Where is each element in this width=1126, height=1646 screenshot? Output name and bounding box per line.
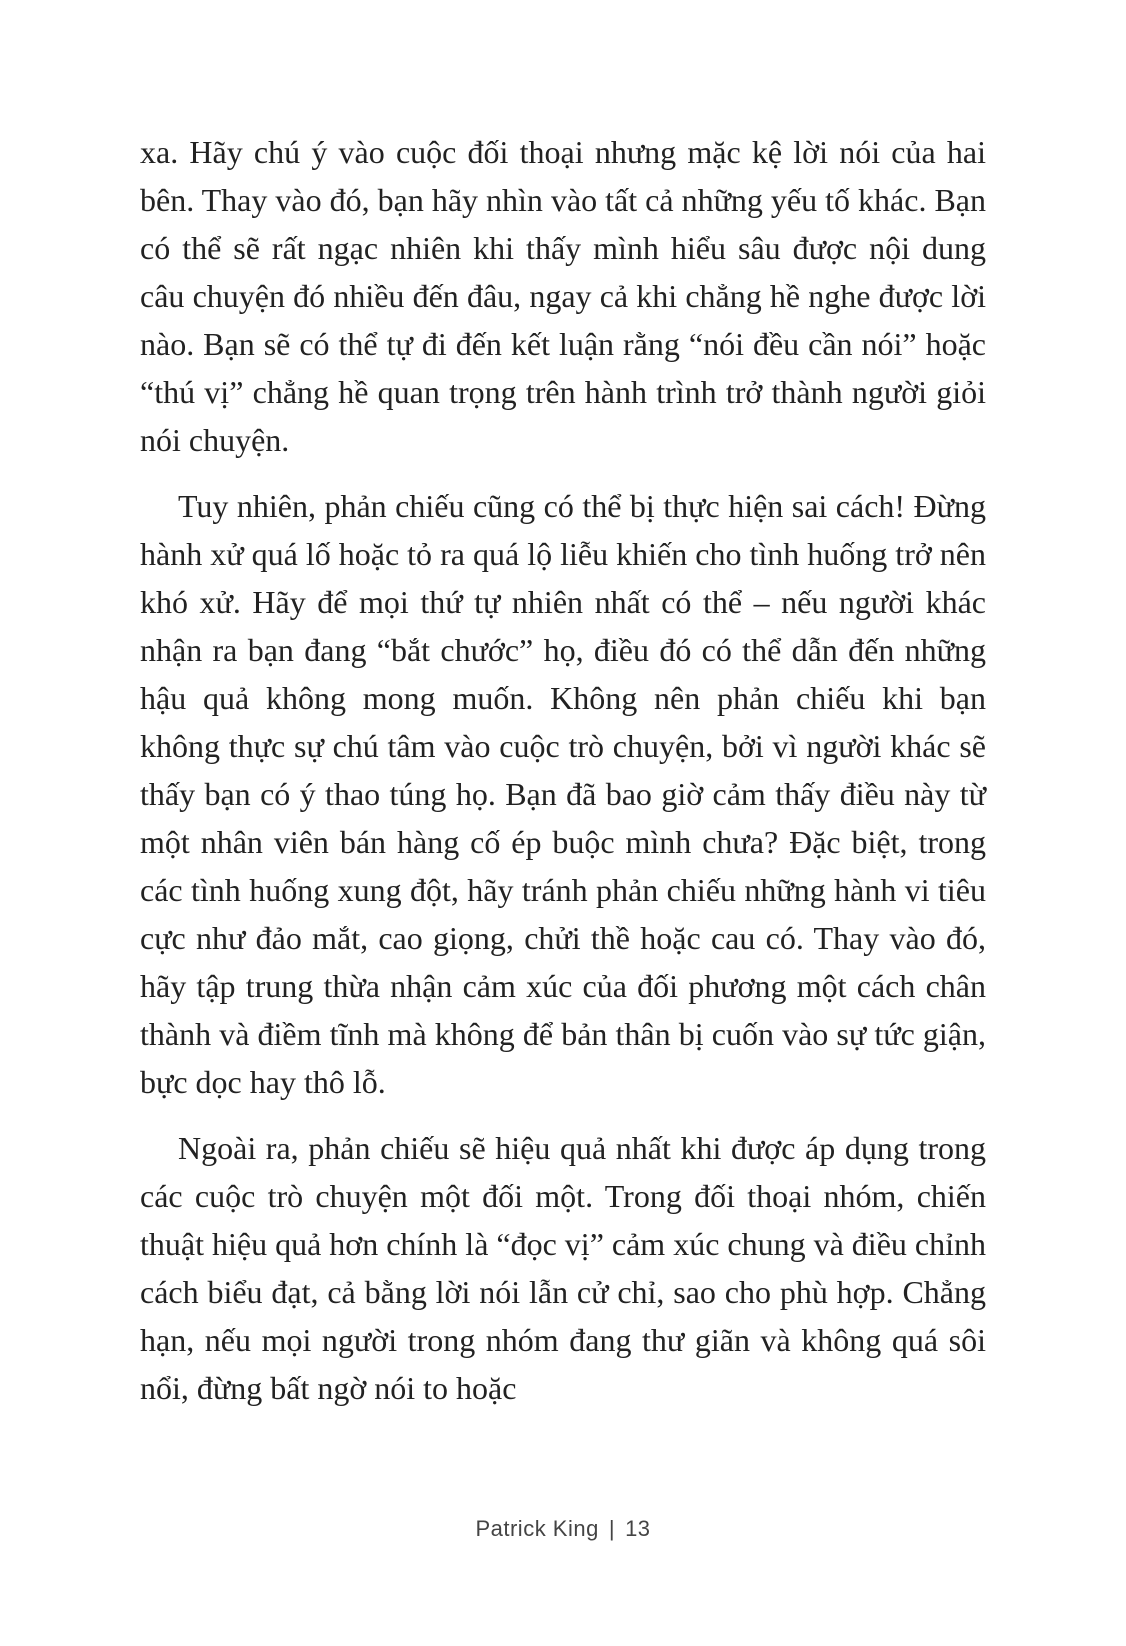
body-text	[140, 128, 986, 1430]
paragraph-1: xa. Hãy chú ý vào cuộc đối thoại nhưng mặc kệ lời nói của hai bên. Thay vào đó, bạn hãy nhìn vào tất cả những yếu tố khác. Bạn có thể sẽ rất ngạc nhiên khi thấy mình hiểu sâu được nội dung câu chuyện đó nhiều đến đâu, ngay cả khi chẳng hề nghe được lời nào. Bạn sẽ có thể tự đi đến kết luận rằng “nói đều cần nói” hoặc “thú vị” chẳng hề quan trọng trên hành trình trở thành người giỏi nói chuyện.	[140, 134, 986, 458]
page-footer	[0, 1516, 1126, 1542]
footer-author: Patrick King	[475, 1516, 599, 1541]
paragraph-3: Ngoài ra, phản chiếu sẽ hiệu quả nhất khi được áp dụng trong các cuộc trò chuyện một đối một. Trong đối thoại nhóm, chiến thuật hiệu quả hơn chính là “đọc vị” cảm xúc chung và điều chỉnh cách biểu đạt, cả bằng lời nói lẫn cử chỉ, sao cho phù hợp. Chẳng hạn, nếu mọi người trong nhóm đang thư giãn và không quá sôi nổi, đừng bất ngờ nói to hoặc	[140, 1130, 986, 1406]
paragraph-2: Tuy nhiên, phản chiếu cũng có thể bị thực hiện sai cách! Đừng hành xử quá lố hoặc tỏ ra quá lộ liễu khiến cho tình huống trở nên khó xử. Hãy để mọi thứ tự nhiên nhất có thể – nếu người khác nhận ra bạn đang “bắt chước” họ, điều đó có thể dẫn đến những hậu quả không mong muốn. Không nên phản chiếu khi bạn không thực sự chú tâm vào cuộc trò chuyện, bởi vì người khác sẽ thấy bạn có ý thao túng họ. Bạn đã bao giờ cảm thấy điều này từ một nhân viên bán hàng cố ép buộc mình chưa? Đặc biệt, trong các tình huống xung đột, hãy tránh phản chiếu những hành vi tiêu cực như đảo mắt, cao giọng, chửi thề hoặc cau có. Thay vào đó, hãy tập trung thừa nhận cảm xúc của đối phương một cách chân thành và điềm tĩnh mà không để bản thân bị cuốn vào sự tức giận, bực dọc hay thô lỗ.	[140, 488, 986, 1100]
footer-page-number: 13	[625, 1516, 651, 1541]
footer-separator: |	[608, 1516, 616, 1541]
